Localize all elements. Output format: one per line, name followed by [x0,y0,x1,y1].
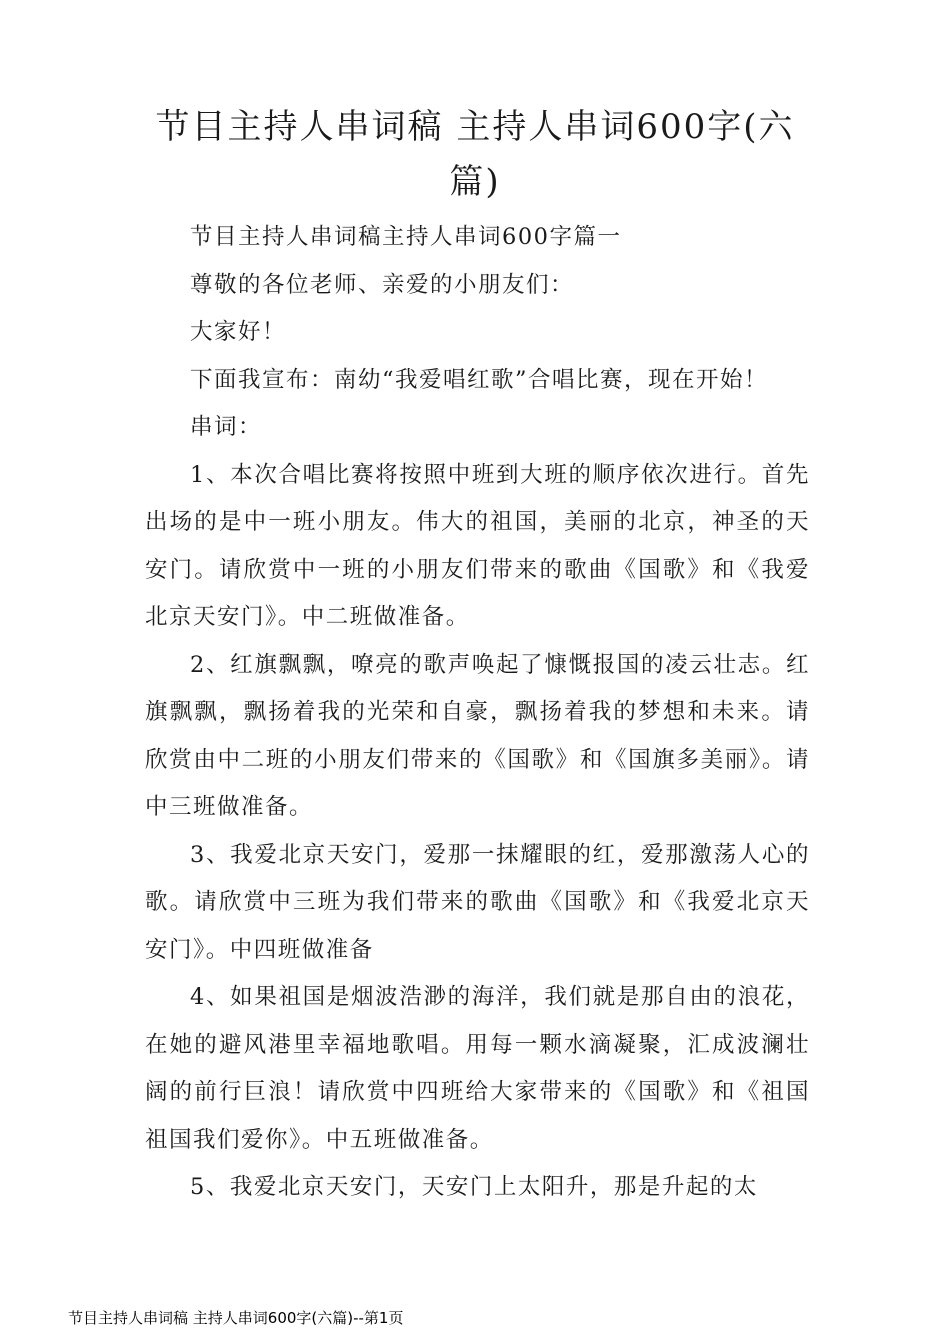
paragraph-subtitle: 节目主持人串词稿主持人串词600字篇一 [190,224,622,250]
paragraph-item-5: 5、我爱北京天安门，天安门上太阳升，那是升起的太 [190,1174,758,1200]
paragraph-item-4: 4、如果祖国是烟波浩渺的海洋，我们就是那自由的浪花，在她的避风港里幸福地歌唱。用每一颗水滴凝聚，汇成波澜壮阔的前行巨浪！请欣赏中四班给大家带来的《国歌》和《祖国祖国我们爱你》。中五班做准备。 [145,984,810,1153]
paragraph-item-1: 1、本次合唱比赛将按照中班到大班的顺序依次进行。首先出场的是中一班小朋友。伟大的祖国，美丽的北京，神圣的天安门。请欣赏中一班的小朋友们带来的歌曲《国歌》和《我爱北京天安门》。中二班做准备。 [145,461,810,630]
paragraph-script-label: 串词： [190,414,263,440]
paragraph-item-2: 2、红旗飘飘，嘹亮的歌声唤起了慷慨报国的凌云壮志。红旗飘飘，飘扬着我的光荣和自豪，飘扬着我的梦想和未来。请欣赏由中二班的小朋友们带来的《国歌》和《国旗多美丽》。请中三班做准备。 [145,651,810,820]
page-title: 节目主持人串词稿 主持人串词600字(六篇) [155,107,795,202]
paragraph-greeting-audience: 尊敬的各位老师、亲爱的小朋友们： [190,271,575,298]
document-body [145,214,810,1212]
paragraph-announcement: 下面我宣布：南幼“我爱唱红歌”合唱比赛，现在开始！ [190,366,769,393]
paragraph-hello: 大家好！ [190,319,287,345]
page-footer: 节目主持人串词稿 主持人串词600字(六篇)--第1页 [68,1309,404,1327]
paragraph-item-3: 3、我爱北京天安门，爱那一抹耀眼的红，爱那激荡人心的歌。请欣赏中三班为我们带来的歌曲《国歌》和《我爱北京天安门》。中四班做准备 [145,841,810,963]
